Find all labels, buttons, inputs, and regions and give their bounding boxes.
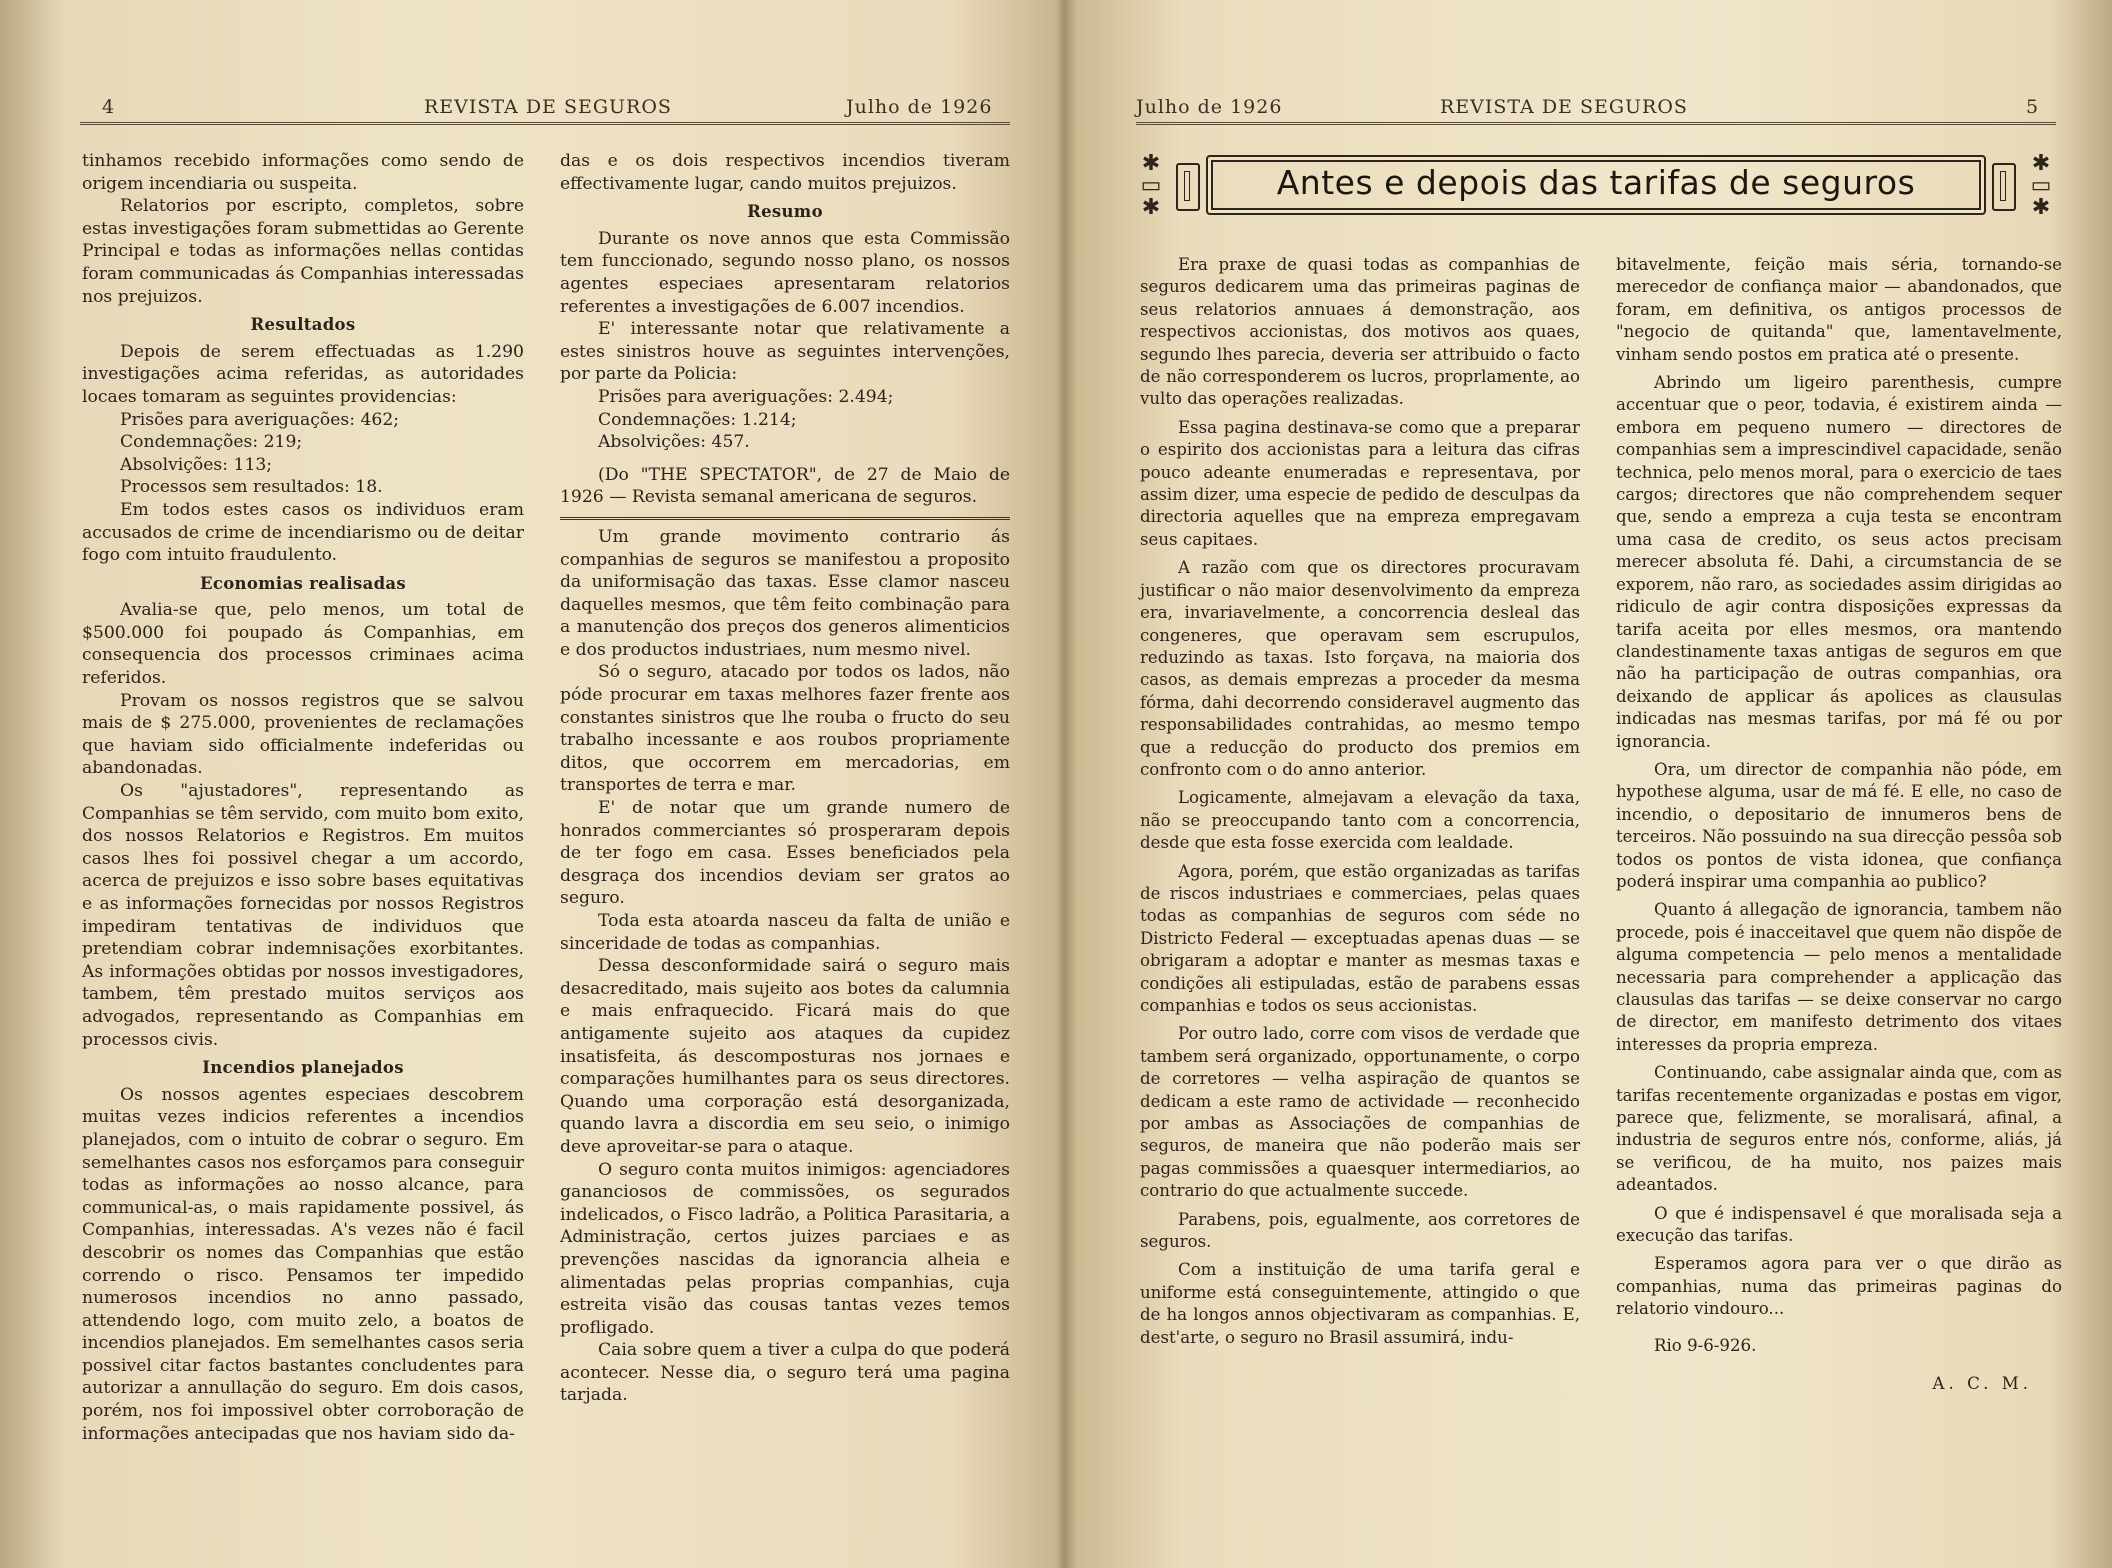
running-header-right xyxy=(1136,96,2056,125)
paragraph: Logicamente, almejavam a elevação da taxa, não se preoccupando tanto com a concorrencia, desde que esta fosse exercida com lealdade. xyxy=(1140,788,1580,853)
asterisk-ornament-icon: ✱ xyxy=(1141,195,1161,220)
paragraph: Os "ajustadores", representando as Companhias se têm servido, com muito bom exito, dos nossos Relatorios e Registros. Em muitos casos lhes foi possivel chegar a um accordo, acerca de prejuizos e isso sobre bases equitativas e as informações fornecidas por nossos Registros impediram tentativas de individuos que pretendiam cobrar indemnisações exorbitantes. As informações obtidas por nossos investigadores, tambem, têm prestado muitos serviços aos advogados, representando as Companhias em processos civis. xyxy=(82,781,524,1050)
paragraph: Abrindo um ligeiro parenthesis, cumpre accentuar que o peor, todavia, é existirem ainda — embora em pequeno numero — directores de companhias sem a imprescindivel capacidade, senão technica, pelo menos moral, para o exercicio de taes cargos; directores que não comprehendem sequer que, sendo a empreza a cuja testa se encontram uma casa de credito, os seus actos precisam merecer absoluta fé. Dahi, a circumstancia de se exporem, não raro, as sociedades assim dirigidas ao ridiculo de agir contra disposições expressas da tarifa aceita por elles mesmos, ora mantendo clandestinamente taxas antigas de seguros em que não ha participação de outras companhias, ora deixando de applicar ás apolices as clausulas indicadas nas mesmas tarifas, por má fé ou por ignorancia. xyxy=(1616,373,2062,751)
bar-ornament-icon: ▭ xyxy=(2030,173,2052,198)
asterisk-ornament-icon: ✱ xyxy=(2031,151,2051,176)
list-item: Processos sem resultados: 18. xyxy=(120,477,383,498)
paragraph: Continuando, cabe assignalar ainda que, com as tarifas recentemente organizadas e postas em vigor, parece que, felizmente, se moralisará, afinal, a industria de seguros entre nós, conforme, aliás, já se verificou, de ha muito, nos paizes mais adeantados. xyxy=(1616,1063,2062,1195)
paragraph: Só o seguro, atacado por todos os lados, não póde procurar em taxas melhores fazer frente aos constantes sinistros que lhe rouba o fructo do seu trabalho incessante e aos roubos propriamente ditos, que occorrem em mercadorias, em transportes de terra e mar. xyxy=(560,662,1010,796)
paragraph: Parabens, pois, egualmente, aos corretores de seguros. xyxy=(1140,1209,1580,1252)
section-heading: Resumo xyxy=(747,202,823,222)
paragraph: Um grande movimento contrario ás companhias de seguros se manifestou a proposito da uniformisação das taxas. Esse clamor nasceu daquelles mesmos, que têm feito combinação para a manutenção dos preços dos generos alimenticios e dos productos industriaes, num mesmo nivel. xyxy=(560,526,1010,660)
section-heading: Resultados xyxy=(250,315,356,335)
article-title: Antes e depois das tarifas de seguros xyxy=(1276,163,1916,202)
issue-date: Julho de 1926 xyxy=(1136,96,1283,118)
right-column-1 xyxy=(1140,254,1580,1349)
page-number: 4 xyxy=(102,96,116,118)
list-item: Condemnações: 1.214; xyxy=(598,409,797,430)
paragraph: Quanto á allegação de ignorancia, tambem não procede, pois é inacceitavel que quem não dispõe de alguma competencia — pelo menos a mentalidade necessaria para comprehender a applicação das clausulas das tarifas — se deixe conservar no cargo de director, em manifesto detrimento dos vitaes interesses da propria empreza. xyxy=(1616,900,2062,1054)
bracket-ornament-icon xyxy=(1992,163,2016,211)
paragraph: E' de notar que um grande numero de honrados commerciantes só prosperaram depois de ter fogo em casa. Esses beneficiados pela desgraça dos incendios deviam ser gratos ao seguro. xyxy=(560,798,1010,909)
paragraph: Em todos estes casos os individuos eram accusados de crime de incendiarismo ou de deitar fogo com intuito fraudulento. xyxy=(82,499,524,566)
list-item: Prisões para averiguações: 2.494; xyxy=(598,386,894,407)
paragraph: Agora, porém, que estão organizadas as tarifas de riscos industriaes e commerciaes, pelas quaes todas as companhias de seguros com séde no Districto Federal — exceptuadas apenas duas — se obrigaram a adoptar e manter as mesmas taxas e condições ali estipuladas, estão de parabens essas companhias e todos os seus accionistas. xyxy=(1140,861,1580,1015)
signature-place-date: Rio 9-6-926. xyxy=(1654,1335,1757,1355)
paragraph: Relatorios por escripto, completos, sobre estas investigações foram submettidas ao Gerente Principal e todas as informações nellas contidas foram communicadas ás Companhias interessadas nos prejuizos. xyxy=(82,196,524,307)
bracket-ornament-icon xyxy=(1176,163,1200,211)
right-column-2 xyxy=(1616,254,2062,1396)
paragraph: Durante os nove annos que esta Commissão tem funccionado, segundo nosso plano, os nossos agentes especiaes apresentaram relatorios referentes a investigações de 6.007 incendios. xyxy=(560,228,1010,317)
right-page xyxy=(1072,0,2112,1568)
paragraph: Era praxe de quasi todas as companhias de seguros dedicarem uma das primeiras paginas de seus relatorios annuaes á demonstração, aos respectivos accionistas, dos motivos aos quaes, segundo lhes parecia, deveria ser attribuido o facto de não corresponderem os lucros, proprlamente, ao vulto das operações realizadas. xyxy=(1140,255,1580,409)
list-item: Condemnações: 219; xyxy=(120,432,303,453)
paragraph: das e os dois respectivos incendios tiveram effectivamente lugar, cando muitos prejuizos. xyxy=(560,151,1010,194)
signature-initials: A. C. M. xyxy=(1932,1374,2032,1394)
issue-date: Julho de 1926 xyxy=(846,96,993,118)
section-heading: Economias realisadas xyxy=(200,573,406,593)
bar-ornament-icon: ▭ xyxy=(1140,173,1162,198)
paragraph: Esperamos agora para ver o que dirão as companhias, numa das primeiras paginas do relatorio vindouro... xyxy=(1616,1254,2062,1319)
paragraph: E' interessante notar que relativamente a estes sinistros houve as seguintes intervenções, por parte da Policia: xyxy=(560,319,1010,385)
paragraph: Provam os nossos registros que se salvou mais de $ 275.000, provenientes de reclamações que haviam sido officialmente indeferidas ou abandonadas. xyxy=(82,690,524,779)
source-citation: (Do "THE SPECTATOR", de 27 de Maio de 1926 — Revista semanal americana de seguros. xyxy=(560,464,1010,508)
left-column-1 xyxy=(82,150,524,1445)
paragraph: Toda esta atoarda nasceu da falta de união e sinceridade de todas as companhias. xyxy=(560,911,1010,954)
section-divider xyxy=(560,517,1010,520)
list-item: Prisões para averiguações: 462; xyxy=(120,409,400,430)
paragraph: Ora, um director de companhia não póde, em hypothese alguma, usar de má fé. E elle, no caso de incendio, o depositario de innumeros bens de terceiros. Não possuindo na sua direcção pessôa sob todos os pontos de vista idonea, que confiança poderá inspirar uma companhia ao publico? xyxy=(1616,759,2062,891)
paragraph: Os nossos agentes especiaes descobrem muitas vezes indicios referentes a incendios planejados, com o intuito de cobrar o seguro. Em semelhantes casos nos esforçamos para conseguir todas as informações ao nosso alcance, para communical-as, o mais rapidamente possivel, ás Companhias, interessadas. A's vezes não é facil descobrir os nomes das Companhias que estão correndo o risco. Pensamos ter impedido numerosos incendios no anno passado, attendendo logo, com muito zelo, a boatos de incendios planejados. Em semelhantes casos seria possivel citar factos bastantes concludentes para autorizar a annullação do seguro. Em dois casos, porém, nos foi impossivel obter corroboração de informações antecipadas que nos haviam sido da- xyxy=(82,1084,524,1444)
section-heading: Incendios planejados xyxy=(202,1058,404,1078)
asterisk-ornament-icon: ✱ xyxy=(1141,151,1161,176)
running-title: REVISTA DE SEGUROS xyxy=(1440,96,1688,118)
paragraph: O seguro conta muitos inimigos: agenciadores gananciosos de commissões, os segurados indelicados, o Fisco ladrão, a Politica Parasitaria, a Administração, certos juizes parciaes e as prevenções nascidas da ignorancia alheia e alimentadas pelas proprias companhias, cuja estreita visão das cousas tantas vezes temos profligado. xyxy=(560,1159,1010,1338)
paragraph: O que é indispensavel é que moralisada seja a execução das tarifas. xyxy=(1616,1203,2062,1246)
paragraph: Depois de serem effectuadas as 1.290 investigações acima referidas, as autoridades locaes tomaram as seguintes providencias: xyxy=(82,341,524,407)
paragraph: Com a instituição de uma tarifa geral e uniforme está conseguintemente, attingido o que de ha longos annos objectivaram as companhias. E, dest'arte, o seguro no Brasil assumirá, indu- xyxy=(1140,1260,1580,1347)
page-number: 5 xyxy=(2026,96,2040,118)
running-header-left xyxy=(80,96,1010,125)
running-title: REVISTA DE SEGUROS xyxy=(424,96,672,118)
paragraph: Por outro lado, corre com visos de verdade que tambem será organizado, opportunamente, o corpo de corretores — velha aspiração de quantos se dedicam a este ramo de actividade — reconhecido por ambas as Associações de companhias de seguros, de maneira que não poderão mais ser pagas commissões a quaesquer intermediarios, ao contrario do que actualmente succede. xyxy=(1140,1024,1580,1201)
article-title-box xyxy=(1136,151,2056,220)
paragraph: Avalia-se que, pelo menos, um total de $500.000 foi poupado ás Companhias, em consequencia dos processos criminaes acima referidos. xyxy=(82,600,524,689)
asterisk-ornament-icon: ✱ xyxy=(2031,195,2051,220)
paragraph: Dessa desconformidade sairá o seguro mais desacreditado, mais sujeito aos botes da calumnia e mais enfraquecido. Ficará mais do que antigamente sujeito aos ataques da cupidez insatisfeita, ás descomposturas nos jornaes e comparações humilhantes para os seus directores. Quando uma corporação está desorganizada, quando lavra a discordia em seu seio, o inimigo deve aproveitar-se para o ataque. xyxy=(560,956,1010,1157)
paragraph: Caia sobre quem a tiver a culpa do que poderá acontecer. Nesse dia, o seguro terá uma pagina tarjada. xyxy=(560,1340,1010,1406)
list-item: Absolvições: 113; xyxy=(120,454,273,475)
paragraph: A razão com que os directores procuravam justificar o não maior desenvolvimento da empreza era, invariavelmente, a concorrencia desleal das congeneres, que operavam sem escrupulos, reduzindo as taxas. Isto forçava, na maioria dos casos, as demais emprezas a proceder da mesma fórma, dahi decorrendo consideravel augmento das responsabilidades contrahidas, ao mesmo tempo que a reducção do producto dos premios em confronto com o do anno anterior. xyxy=(1140,558,1580,779)
paragraph: tinhamos recebido informações como sendo de origem incendiaria ou suspeita. xyxy=(82,151,524,194)
paragraph: bitavelmente, feição mais séria, tornando-se merecedor de confiança maior — abandonados, que foram, em definitiva, os antigos processos de "negocio de quitanda" que, lamentavelmente, vinham sendo postos em pratica até o presente. xyxy=(1616,255,2062,364)
list-item: Absolvições: 457. xyxy=(598,432,750,453)
left-column-2 xyxy=(560,150,1010,1407)
paragraph: Essa pagina destinava-se como que a preparar o espirito dos accionistas para a leitura das cifras pouco adeante enumeradas e representava, por assim dizer, uma especie de pedido de desculpas da directoria aquelles que na empreza empregavam seus capitaes. xyxy=(1140,417,1580,549)
